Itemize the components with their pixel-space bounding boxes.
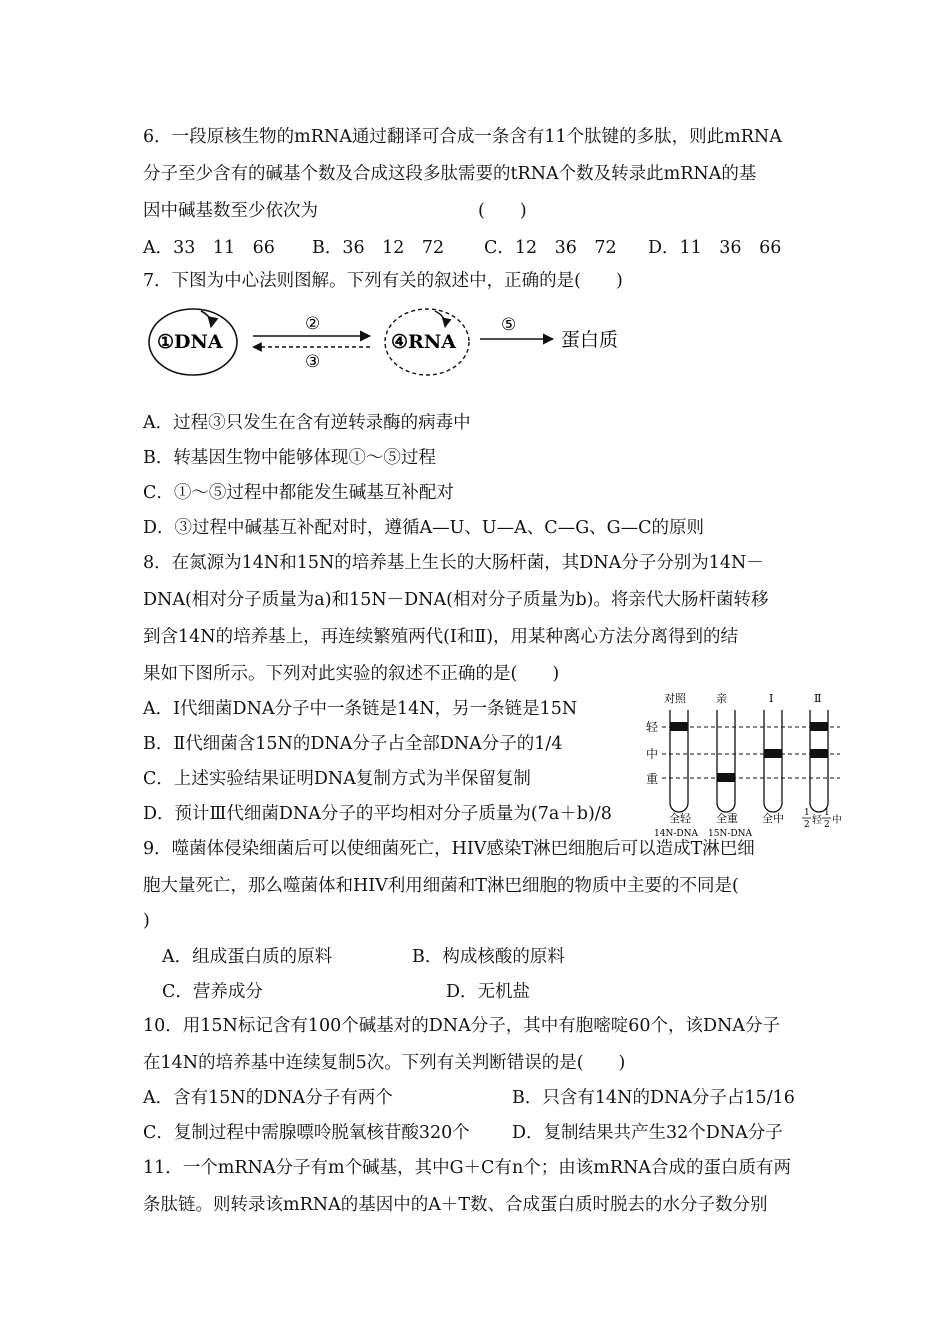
q6-stem-line-2: 分子至少含有的碱基个数及合成这段多肽需要的tRNA个数及转录此mRNA的基 bbox=[143, 164, 757, 184]
step-5-label: ⑤ bbox=[501, 315, 517, 335]
protein-label: 蛋白质 bbox=[561, 329, 619, 351]
q8-option-b: B．Ⅱ代细菌含15N的DNA分子占全部DNA分子的1/4 bbox=[143, 734, 563, 754]
q8-option-a: A．Ⅰ代细菌DNA分子中一条链是14N，另一条链是15N bbox=[143, 699, 578, 719]
q9-option-b: B．构成核酸的原料 bbox=[412, 947, 565, 967]
dna-replication-arrowhead bbox=[201, 311, 211, 327]
central-dogma-diagram bbox=[145, 303, 665, 385]
q10-stem-line-1: 10．用15N标记含有100个碱基对的DNA分子，其中有胞嘧啶60个，该DNA分子 bbox=[143, 1016, 780, 1036]
tube-gen1 bbox=[764, 710, 782, 812]
q7-option-c: C．①～⑤过程中都能发生碱基互补配对 bbox=[143, 483, 454, 503]
q7-option-a: A．过程③只发生在含有逆转录酶的病毒中 bbox=[143, 413, 471, 433]
q9-option-d: D．无机盐 bbox=[446, 982, 531, 1002]
svg-text:2: 2 bbox=[824, 820, 830, 830]
q10-option-a: A．含有15N的DNA分子有两个 bbox=[143, 1088, 393, 1108]
band-control-light bbox=[670, 722, 688, 731]
dna-label: ①DNA bbox=[157, 331, 223, 353]
q6-answer-paren: ( ) bbox=[478, 201, 527, 221]
q8-stem-line-1: 8．在氮源为14N和15N的培养基上生长的大肠杆菌，其DNA分子分别为14N－ bbox=[143, 553, 764, 573]
q8-stem-line-2: DNA(相对分子质量为a)和15N－DNA(相对分子质量为b)。将亲代大肠杆菌转移 bbox=[143, 590, 769, 610]
svg-text:1: 1 bbox=[804, 808, 810, 818]
q7-option-d: D．③过程中碱基互补配对时，遵循A—U、U—A、C—G、G—C的原则 bbox=[143, 518, 705, 538]
q10-option-c: C．复制过程中需腺嘌呤脱氧核苷酸320个 bbox=[143, 1123, 470, 1143]
row-mid-label: 中 bbox=[646, 747, 659, 761]
col-gen1-label: Ⅰ bbox=[769, 692, 774, 705]
q10-option-d: D．复制结果共产生32个DNA分子 bbox=[512, 1123, 783, 1143]
q6-option-d: D．11 36 66 bbox=[648, 238, 782, 258]
q7-stem: 7．下图为中心法则图解。下列有关的叙述中，正确的是( ) bbox=[143, 271, 623, 291]
svg-text:轻: 轻 bbox=[812, 815, 822, 826]
q9-stem-line-2: 胞大量死亡，那么噬菌体和HIV利用细菌和T淋巴细胞的物质中主要的不同是( bbox=[143, 876, 739, 896]
svg-text:1: 1 bbox=[824, 808, 830, 818]
q6-stem-line-1: 6．一段原核生物的mRNA通过翻译可合成一条含有11个肽键的多肽，则此mRNA bbox=[143, 127, 782, 147]
q6-option-c: C．12 36 72 bbox=[484, 238, 617, 258]
row-heavy-label: 重 bbox=[646, 772, 659, 786]
rna-replication-arrowhead bbox=[435, 311, 445, 327]
step-3-label: ③ bbox=[305, 352, 321, 372]
q7-option-b: B．转基因生物中能够体现①～⑤过程 bbox=[143, 448, 436, 468]
rna-label: ④RNA bbox=[391, 331, 456, 353]
step-2-label: ② bbox=[305, 314, 321, 334]
cap-gen1: 全中 bbox=[762, 812, 784, 825]
cap-control: 全轻 bbox=[669, 812, 691, 825]
q6-stem-line-3: 因中碱基数至少依次为 bbox=[143, 201, 318, 221]
col-gen2-label: Ⅱ bbox=[814, 692, 822, 705]
svg-text:中: 中 bbox=[832, 815, 842, 826]
q11-stem-line-2: 条肽链。则转录该mRNA的基因中的A＋T数、合成蛋白质时脱去的水分子数分别 bbox=[143, 1195, 768, 1215]
row-light-label: 轻 bbox=[646, 720, 659, 734]
tube-parent bbox=[717, 710, 735, 812]
q6-option-b: B．36 12 72 bbox=[312, 238, 445, 258]
q10-option-b: B．只含有14N的DNA分子占15/16 bbox=[512, 1088, 795, 1108]
foot-parent: 15N-DNA bbox=[708, 829, 752, 838]
band-gen2-light bbox=[810, 722, 828, 731]
q10-stem-line-2: 在14N的培养基中连续复制5次。下列有关判断错误的是( ) bbox=[143, 1053, 626, 1073]
band-parent-heavy bbox=[717, 773, 735, 782]
q9-stem-line-3: ) bbox=[143, 911, 150, 931]
band-gen1-mid bbox=[764, 749, 782, 758]
q9-option-a: A．组成蛋白质的原料 bbox=[162, 947, 333, 967]
q8-stem-line-3: 到含14N的培养基上，再连续繁殖两代(Ⅰ和Ⅱ)，用某种离心方法分离得到的结 bbox=[143, 627, 739, 647]
q11-stem-line-1: 11．一个mRNA分子有m个碱基，其中G＋C有n个；由该mRNA合成的蛋白质有两 bbox=[143, 1158, 791, 1178]
foot-control: 14N-DNA bbox=[654, 829, 698, 838]
band-gen2-mid bbox=[810, 749, 828, 758]
q8-option-c: C．上述实验结果证明DNA复制方式为半保留复制 bbox=[143, 769, 531, 789]
q8-stem-line-4: 果如下图所示。下列对此实验的叙述不正确的是( ) bbox=[143, 664, 560, 684]
q8-option-d: D．预计Ⅲ代细菌DNA分子的平均相对分子质量为(7a＋b)/8 bbox=[143, 804, 612, 824]
col-parent-label: 亲 bbox=[716, 692, 727, 705]
q6-option-a: A．33 11 66 bbox=[143, 238, 275, 258]
col-control-label: 对照 bbox=[664, 692, 686, 705]
q9-stem-line-1: 9．噬菌体侵染细菌后可以使细菌死亡，HIV感染T淋巴细胞后可以造成T淋巴细 bbox=[143, 839, 755, 859]
cap-parent: 全重 bbox=[716, 812, 738, 825]
svg-text:2: 2 bbox=[804, 820, 810, 830]
q9-option-c: C．营养成分 bbox=[162, 982, 263, 1002]
centrifuge-tube-diagram bbox=[640, 688, 850, 838]
